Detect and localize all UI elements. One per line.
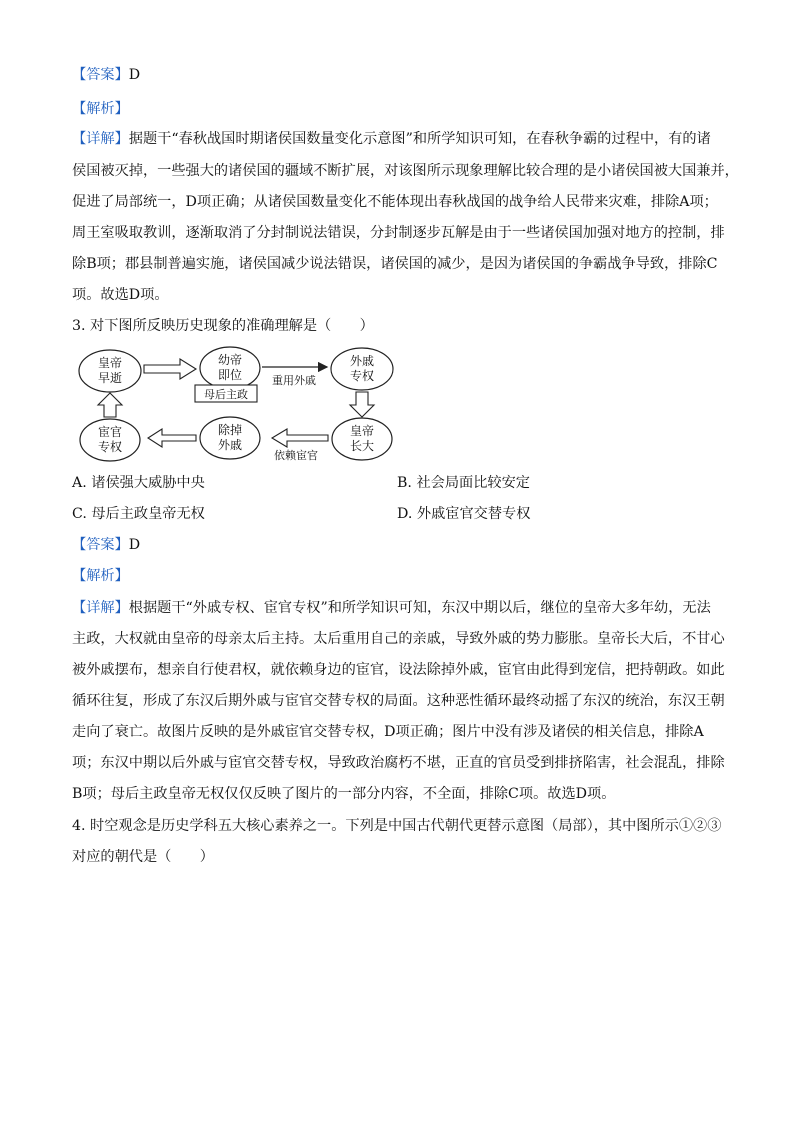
paragraph-line: B项；母后主政皇帝无权仅仅反映了图片的一部分内容，不全面，排除C项。故选D项。 [72,786,616,802]
paragraph-line: 侯国被灭掉，一些强大的诸侯国的疆域不断扩展，对该图所示现象理解比较合理的是小诸侯国被大国兼并， [72,163,739,179]
node-emperor-early-death [79,350,141,392]
paragraph-line: 走向了衰亡。故图片反映的是外戚宦官交替专权，D项正确；图片中没有涉及诸侯的相关信息，排除A [72,724,704,740]
node-emperor-grown [332,418,392,460]
svg-text:长大: 长大 [349,439,375,453]
analysis-tag: 【解析】 [72,568,129,584]
detail-tag: 【详解】 [72,600,129,616]
detail-text: 据题干“春秋战国时期诸侯国数量变化示意图”和所学知识可知，在春秋争霸的过程中，有的诸 [128,131,711,147]
svg-text:早逝: 早逝 [97,371,123,385]
paragraph-line: 项；东汉中期以后外戚与宦官交替专权，导致政治腐朽不堪，正直的官员受到排挤陷害，社会混乱，排除 [72,755,725,771]
answer-value: D [128,537,141,553]
node-consort-power [331,348,393,390]
node-remove-consort [200,417,260,459]
answer-line [72,65,140,85]
node-young-emperor [200,347,260,389]
svg-text:宦官: 宦官 [97,425,123,439]
option-d: D. 外戚宦官交替专权 [397,506,531,522]
paragraph-line: 主政，大权就由皇帝的母亲太后主持。太后重用自己的亲戚，导致外戚的势力膨胀。皇帝长大后，不甘心 [72,631,725,647]
svg-text:除掉: 除掉 [217,423,243,437]
svg-text:专权: 专权 [97,440,123,454]
paragraph-line: 被外戚摆布，想亲自行使君权，就依赖身边的宦官，设法除掉外戚，宦官由此得到宠信，把持朝政。如此 [72,662,725,678]
paragraph-line: 周王室吸取教训，逐渐取消了分封制说法错误，分封制逐步瓦解是由于一些诸侯国加强对地方的控制，排 [72,225,725,241]
label-rely-eunuch: 依赖宦官 [274,449,318,462]
box-label: 母后主政 [204,388,248,401]
detail-line [72,598,711,618]
paragraph-line: 除B项；郡县制普遍实施，诸侯国减少说法错误，诸侯国的减少，是因为诸侯国的争霸战争导致，排除C [72,256,718,272]
detail-line [72,129,711,149]
answer-value: D [128,67,141,83]
arrow-eunuch-to-early [98,393,122,417]
paragraph-line: 项。故选D项。 [72,287,169,303]
svg-text:专权: 专权 [349,369,375,383]
answer-tag: 【答案】 [72,537,129,553]
svg-text:外戚: 外戚 [217,438,243,452]
cycle-diagram [72,343,402,468]
arrow-remove-to-eunuch [148,429,196,447]
paragraph-line: 循环往复，形成了东汉后期外戚与宦官交替专权的局面。这种恶性循环最终动摇了东汉的统治，东汉王朝 [72,693,725,709]
svg-text:外戚: 外戚 [349,354,375,368]
svg-text:幼帝: 幼帝 [217,353,243,367]
answer-line [72,535,140,555]
arrow-early-to-young [144,359,196,379]
node-eunuch-power [80,419,140,461]
detail-text: 根据题干“外戚专权、宦官专权”和所学知识可知，东汉中期以后，继位的皇帝大多年幼，无法 [128,600,711,616]
arrow-grown-to-remove [272,429,328,447]
detail-tag: 【详解】 [72,131,129,147]
option-b: B. 社会局面比较安定 [397,475,530,491]
answer-tag: 【答案】 [72,67,129,83]
question-stem-cont: 对应的朝代是（ ） [72,849,214,865]
paragraph-line: 促进了局部统一，D项正确；从诸侯国数量变化不能体现出春秋战国的战争给人民带来灾难，排除A项； [72,194,718,210]
arrow-consort-to-grown [350,392,374,417]
svg-text:即位: 即位 [217,368,243,382]
label-rely-consort: 重用外戚 [272,374,316,387]
svg-text:皇帝: 皇帝 [349,424,375,438]
analysis-tag: 【解析】 [72,101,129,117]
option-c: C. 母后主政皇帝无权 [72,506,205,522]
question-stem: 3. 对下图所反映历史现象的准确理解是（ ） [72,318,374,334]
svg-text:皇帝: 皇帝 [97,356,123,370]
question-stem: 4. 时空观念是历史学科五大核心素养之一。下列是中国古代朝代更替示意图（局部），其中图所示①②③ [72,818,722,834]
option-a: A. 诸侯强大威胁中央 [72,475,205,491]
